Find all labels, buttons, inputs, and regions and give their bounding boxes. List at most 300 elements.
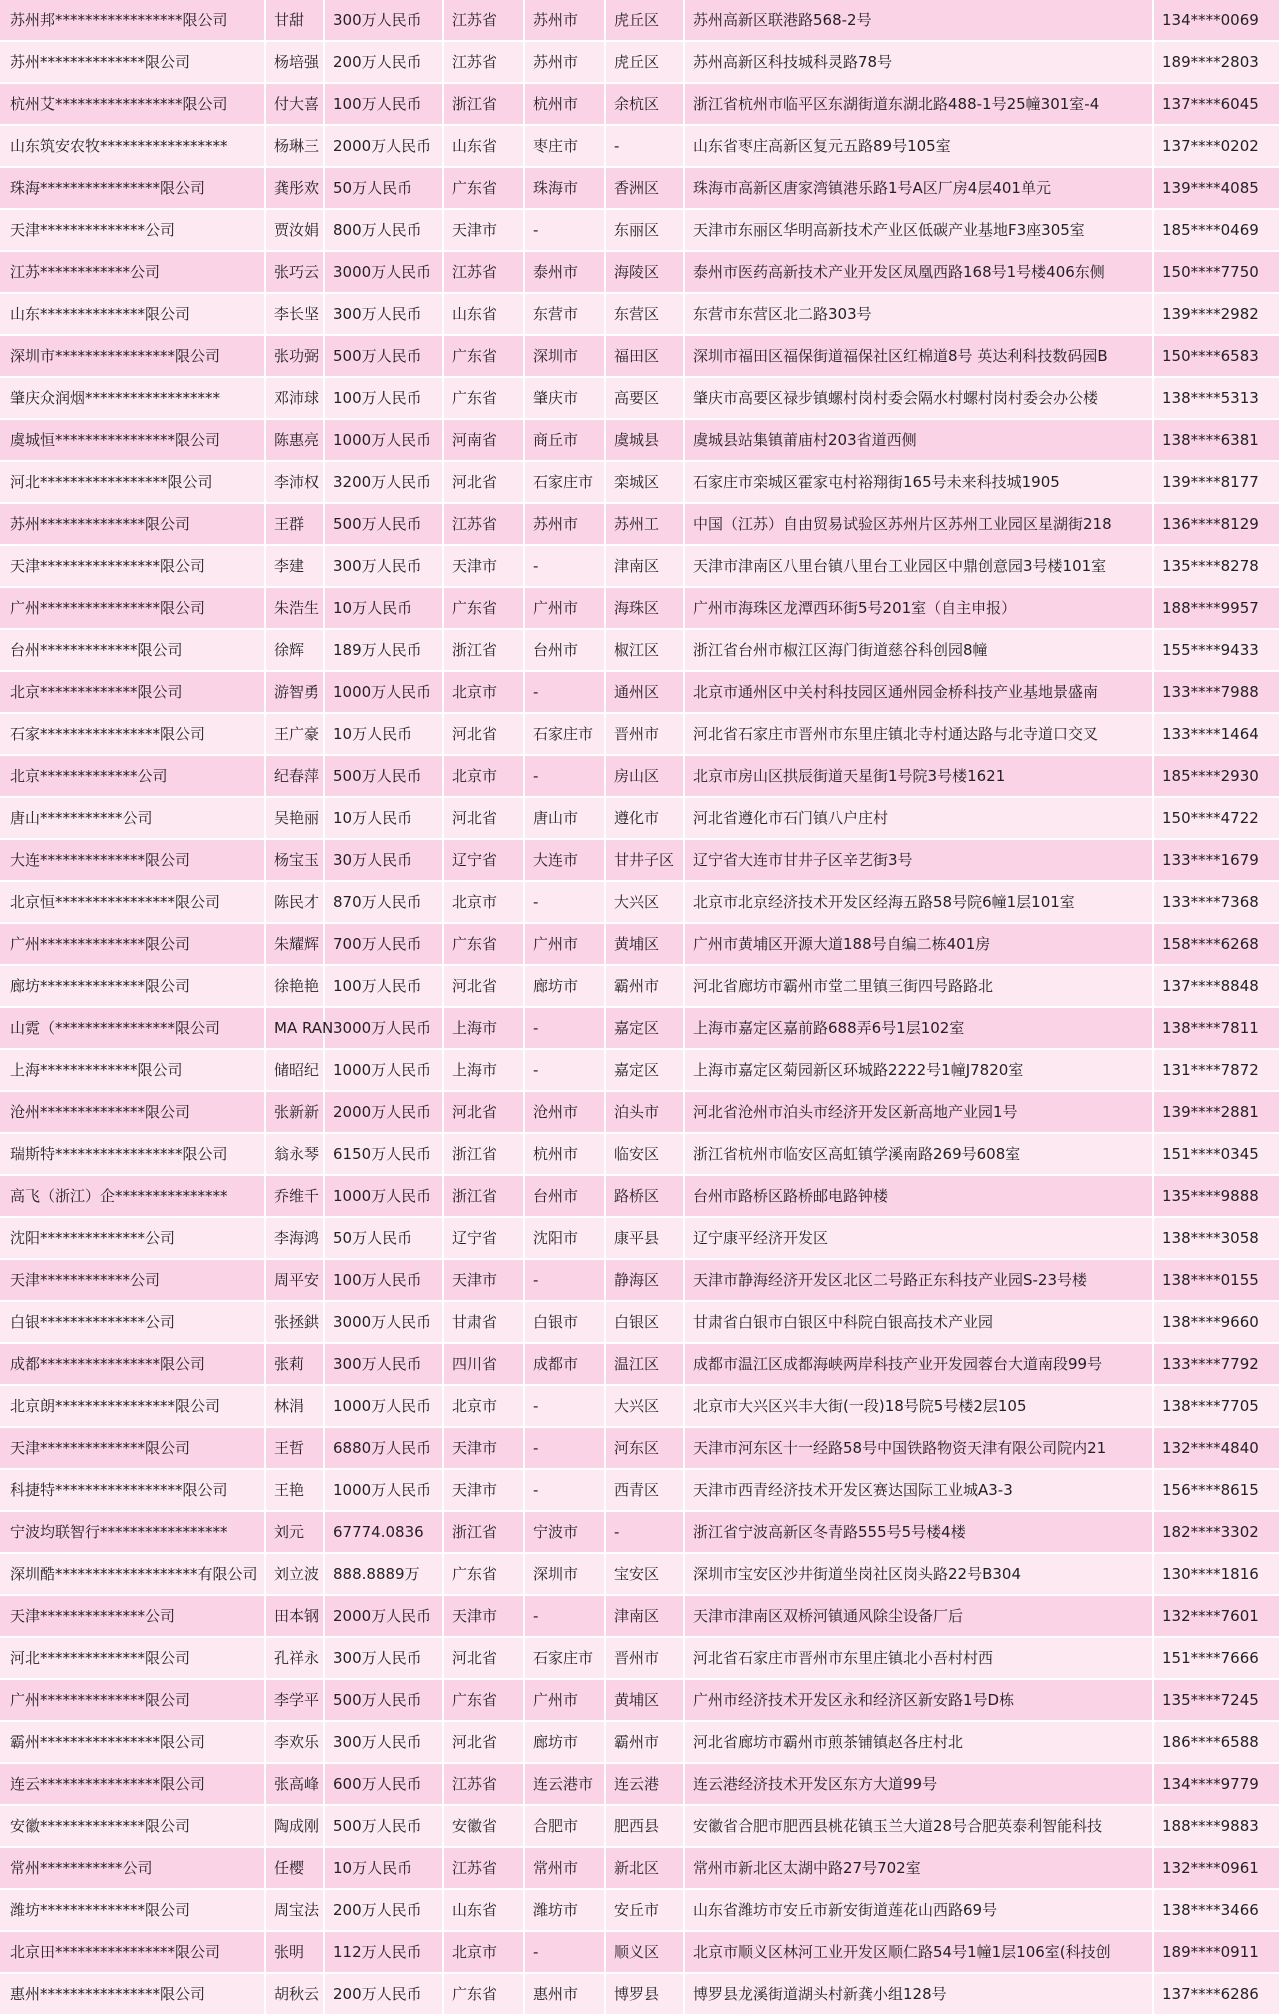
registered-capital-cell: 112万人民币 [324,1931,443,1973]
address-cell: 山东省枣庄高新区复元五路89号105室 [684,125,1153,167]
legal-representative-cell: 李海鸿 [265,1217,324,1259]
address-cell: 辽宁康平经济开发区 [684,1217,1153,1259]
company-name-cell: 台州*************限公司 [0,629,265,671]
table-row [0,1259,1280,1301]
table-row [0,209,1280,251]
company-name-cell: 珠海****************限公司 [0,167,265,209]
legal-representative-cell: 张巧云 [265,251,324,293]
city-cell: 廊坊市 [524,1721,605,1763]
company-name-cell: 北京朗****************限公司 [0,1385,265,1427]
legal-representative-cell: 张功弼 [265,335,324,377]
company-name-cell: 上海*************限公司 [0,1049,265,1091]
legal-representative-cell: 张拯鉷 [265,1301,324,1343]
phone-cell: 133****7988 [1153,671,1280,713]
city-cell: 惠州市 [524,1973,605,2015]
province-cell: 江苏省 [443,0,524,41]
province-cell: 上海市 [443,1007,524,1049]
legal-representative-cell: 纪春萍 [265,755,324,797]
phone-cell: 132****4840 [1153,1427,1280,1469]
table-row [0,839,1280,881]
legal-representative-cell: 李建 [265,545,324,587]
phone-cell: 139****4085 [1153,167,1280,209]
legal-representative-cell: 张新新 [265,1091,324,1133]
city-cell: - [524,209,605,251]
company-name-cell: 沧州**************限公司 [0,1091,265,1133]
company-name-cell: 天津**************公司 [0,1595,265,1637]
district-cell: 海陵区 [605,251,684,293]
table-row [0,335,1280,377]
legal-representative-cell: 李沛权 [265,461,324,503]
legal-representative-cell: 朱耀辉 [265,923,324,965]
table-row [0,1511,1280,1553]
phone-cell: 138****3058 [1153,1217,1280,1259]
district-cell: 福田区 [605,335,684,377]
registered-capital-cell: 1000万人民币 [324,671,443,713]
city-cell: - [524,1427,605,1469]
company-name-cell: 肇庆众润烟****************** [0,377,265,419]
province-cell: 广东省 [443,1973,524,2015]
district-cell: 温江区 [605,1343,684,1385]
registered-capital-cell: 1000万人民币 [324,419,443,461]
district-cell: 黄埔区 [605,1679,684,1721]
address-cell: 成都市温江区成都海峡两岸科技产业开发园蓉台大道南段99号 [684,1343,1153,1385]
phone-cell: 185****2930 [1153,755,1280,797]
city-cell: 杭州市 [524,1133,605,1175]
company-name-cell: 深圳市****************限公司 [0,335,265,377]
phone-cell: 185****0469 [1153,209,1280,251]
legal-representative-cell: 胡秋云 [265,1973,324,2015]
province-cell: 天津市 [443,1595,524,1637]
address-cell: 安徽省合肥市肥西县桃花镇玉兰大道28号合肥英泰利智能科技 [684,1805,1153,1847]
city-cell: 广州市 [524,923,605,965]
province-cell: 河北省 [443,713,524,755]
address-cell: 天津市西青经济技术开发区赛达国际工业城A3-3 [684,1469,1153,1511]
phone-cell: 182****3302 [1153,1511,1280,1553]
phone-cell: 138****9660 [1153,1301,1280,1343]
legal-representative-cell: 任樱 [265,1847,324,1889]
legal-representative-cell: 林涓 [265,1385,324,1427]
district-cell: 海珠区 [605,587,684,629]
city-cell: 廊坊市 [524,965,605,1007]
company-name-cell: 宁波均联智行***************** [0,1511,265,1553]
registered-capital-cell: 600万人民币 [324,1763,443,1805]
legal-representative-cell: 游智勇 [265,671,324,713]
legal-representative-cell: 徐辉 [265,629,324,671]
address-cell: 深圳市福田区福保街道福保社区红棉道8号 英达利科技数码园B [684,335,1153,377]
phone-cell: 151****7666 [1153,1637,1280,1679]
legal-representative-cell: 王广豪 [265,713,324,755]
table-row [0,1805,1280,1847]
district-cell: 博罗县 [605,1973,684,2015]
address-cell: 天津市津南区双桥河镇通风除尘设备厂后 [684,1595,1153,1637]
table-row [0,461,1280,503]
legal-representative-cell: 储昭纪 [265,1049,324,1091]
company-name-cell: 山东筑安农牧***************** [0,125,265,167]
legal-representative-cell: 邓沛球 [265,377,324,419]
registered-capital-cell: 2000万人民币 [324,1595,443,1637]
registered-capital-cell: 6150万人民币 [324,1133,443,1175]
phone-cell: 134****0069 [1153,0,1280,41]
registered-capital-cell: 3000万人民币 [324,1301,443,1343]
table-row [0,1553,1280,1595]
company-name-cell: 潍坊**************限公司 [0,1889,265,1931]
address-cell: 浙江省宁波高新区冬青路555号5号楼4楼 [684,1511,1153,1553]
district-cell: 路桥区 [605,1175,684,1217]
address-cell: 上海市嘉定区嘉前路688弄6号1层102室 [684,1007,1153,1049]
company-name-cell: 廊坊**************限公司 [0,965,265,1007]
province-cell: 浙江省 [443,629,524,671]
table-row [0,0,1280,41]
legal-representative-cell: 付大喜 [265,83,324,125]
table-row [0,923,1280,965]
company-name-cell: 江苏************公司 [0,251,265,293]
phone-cell: 135****7245 [1153,1679,1280,1721]
province-cell: 河南省 [443,419,524,461]
company-name-cell: 山东**************限公司 [0,293,265,335]
legal-representative-cell: 张明 [265,1931,324,1973]
district-cell: 虎丘区 [605,41,684,83]
registered-capital-cell: 3200万人民币 [324,461,443,503]
phone-cell: 137****8848 [1153,965,1280,1007]
city-cell: 广州市 [524,587,605,629]
table-row [0,1301,1280,1343]
registered-capital-cell: 888.8889万 [324,1553,443,1595]
registered-capital-cell: 1000万人民币 [324,1049,443,1091]
address-cell: 珠海市高新区唐家湾镇港乐路1号A区厂房4层401单元 [684,167,1153,209]
registered-capital-cell: 700万人民币 [324,923,443,965]
table-row [0,1133,1280,1175]
district-cell: 晋州市 [605,713,684,755]
district-cell: 黄埔区 [605,923,684,965]
registered-capital-cell: 50万人民币 [324,167,443,209]
legal-representative-cell: 陶成刚 [265,1805,324,1847]
province-cell: 甘肃省 [443,1301,524,1343]
company-name-cell: 瑞斯特*****************限公司 [0,1133,265,1175]
address-cell: 苏州高新区联港路568-2号 [684,0,1153,41]
province-cell: 江苏省 [443,503,524,545]
company-name-cell: 沈阳**************公司 [0,1217,265,1259]
district-cell: 霸州市 [605,1721,684,1763]
district-cell: 津南区 [605,1595,684,1637]
city-cell: 深圳市 [524,335,605,377]
province-cell: 河北省 [443,797,524,839]
registered-capital-cell: 3000万人民币 [324,1007,443,1049]
phone-cell: 136****8129 [1153,503,1280,545]
address-cell: 河北省遵化市石门镇八户庄村 [684,797,1153,839]
city-cell: - [524,1007,605,1049]
province-cell: 广东省 [443,167,524,209]
province-cell: 广东省 [443,377,524,419]
legal-representative-cell: 翁永琴 [265,1133,324,1175]
phone-cell: 150****6583 [1153,335,1280,377]
province-cell: 天津市 [443,1469,524,1511]
address-cell: 北京市房山区拱辰街道天星街1号院3号楼1621 [684,755,1153,797]
table-row [0,167,1280,209]
table-row [0,1343,1280,1385]
phone-cell: 156****8615 [1153,1469,1280,1511]
table-row [0,1637,1280,1679]
registered-capital-cell: 200万人民币 [324,1889,443,1931]
province-cell: 江苏省 [443,1847,524,1889]
address-cell: 北京市北京经济技术开发区经海五路58号院6幢1层101室 [684,881,1153,923]
province-cell: 浙江省 [443,1511,524,1553]
company-name-cell: 高飞（浙江）企*************** [0,1175,265,1217]
phone-cell: 150****7750 [1153,251,1280,293]
district-cell: 津南区 [605,545,684,587]
phone-cell: 130****1816 [1153,1553,1280,1595]
phone-cell: 138****0155 [1153,1259,1280,1301]
registered-capital-cell: 10万人民币 [324,1847,443,1889]
table-row [0,1049,1280,1091]
address-cell: 浙江省杭州市临平区东湖街道东湖北路488-1号25幢301室-4 [684,83,1153,125]
table-row [0,125,1280,167]
city-cell: 石家庄市 [524,1637,605,1679]
phone-cell: 158****6268 [1153,923,1280,965]
registered-capital-cell: 200万人民币 [324,1973,443,2015]
address-cell: 北京市顺义区林河工业开发区顺仁路54号1幢1层106室(科技创 [684,1931,1153,1973]
address-cell: 甘肃省白银市白银区中科院白银高技术产业园 [684,1301,1153,1343]
table-row [0,503,1280,545]
province-cell: 北京市 [443,1931,524,1973]
company-name-cell: 山霓（****************限公司 [0,1007,265,1049]
legal-representative-cell: 甘甜 [265,0,324,41]
phone-cell: 188****9957 [1153,587,1280,629]
registered-capital-cell: 6880万人民币 [324,1427,443,1469]
legal-representative-cell: 陈惠亮 [265,419,324,461]
legal-representative-cell: 乔维千 [265,1175,324,1217]
company-name-cell: 河北*****************限公司 [0,461,265,503]
address-cell: 深圳市宝安区沙井街道坐岗社区岗头路22号B304 [684,1553,1153,1595]
registered-capital-cell: 500万人民币 [324,1805,443,1847]
city-cell: 常州市 [524,1847,605,1889]
city-cell: 深圳市 [524,1553,605,1595]
address-cell: 辽宁省大连市甘井子区辛艺街3号 [684,839,1153,881]
company-name-cell: 天津**************限公司 [0,1427,265,1469]
district-cell: 虎丘区 [605,0,684,41]
address-cell: 北京市大兴区兴丰大街(一段)18号院5号楼2层105 [684,1385,1153,1427]
table-row [0,1091,1280,1133]
table-row [0,1007,1280,1049]
district-cell: 临安区 [605,1133,684,1175]
phone-cell: 189****0911 [1153,1931,1280,1973]
registered-capital-cell: 870万人民币 [324,881,443,923]
province-cell: 天津市 [443,1427,524,1469]
city-cell: - [524,1931,605,1973]
address-cell: 苏州高新区科技城科灵路78号 [684,41,1153,83]
city-cell: - [524,1385,605,1427]
legal-representative-cell: 周平安 [265,1259,324,1301]
district-cell: 康平县 [605,1217,684,1259]
table-row [0,293,1280,335]
phone-cell: 188****9883 [1153,1805,1280,1847]
company-name-cell: 杭州艾*****************限公司 [0,83,265,125]
company-name-cell: 广州****************限公司 [0,587,265,629]
company-name-cell: 广州**************限公司 [0,1679,265,1721]
city-cell: 东营市 [524,293,605,335]
address-cell: 北京市通州区中关村科技园区通州园金桥科技产业基地景盛南 [684,671,1153,713]
company-name-cell: 天津****************限公司 [0,545,265,587]
city-cell: - [524,1595,605,1637]
phone-cell: 137****6045 [1153,83,1280,125]
district-cell: 晋州市 [605,1637,684,1679]
city-cell: - [524,755,605,797]
registered-capital-cell: 300万人民币 [324,293,443,335]
company-name-cell: 深圳酷*******************有限公司 [0,1553,265,1595]
legal-representative-cell: 王艳 [265,1469,324,1511]
city-cell: 石家庄市 [524,461,605,503]
registered-capital-cell: 2000万人民币 [324,1091,443,1133]
legal-representative-cell: 杨培强 [265,41,324,83]
district-cell: 安丘市 [605,1889,684,1931]
address-cell: 广州市经济技术开发区永和经济区新安路1号D栋 [684,1679,1153,1721]
company-name-cell: 唐山***********公司 [0,797,265,839]
address-cell: 上海市嘉定区菊园新区环城路2222号1幢J7820室 [684,1049,1153,1091]
phone-cell: 138****7811 [1153,1007,1280,1049]
table-row [0,1763,1280,1805]
company-name-cell: 苏州**************限公司 [0,503,265,545]
city-cell: 成都市 [524,1343,605,1385]
legal-representative-cell: 李学平 [265,1679,324,1721]
company-name-cell: 常州***********公司 [0,1847,265,1889]
province-cell: 广东省 [443,1679,524,1721]
table-row [0,1469,1280,1511]
province-cell: 河北省 [443,1637,524,1679]
legal-representative-cell: 李长坚 [265,293,324,335]
phone-cell: 186****6588 [1153,1721,1280,1763]
city-cell: 商丘市 [524,419,605,461]
address-cell: 中国（江苏）自由贸易试验区苏州片区苏州工业园区星湖街218 [684,503,1153,545]
province-cell: 山东省 [443,1889,524,1931]
district-cell: 余杭区 [605,83,684,125]
phone-cell: 132****7601 [1153,1595,1280,1637]
registered-capital-cell: 10万人民币 [324,797,443,839]
city-cell: 大连市 [524,839,605,881]
company-name-cell: 苏州邦*****************限公司 [0,0,265,41]
city-cell: 台州市 [524,629,605,671]
district-cell: 嘉定区 [605,1049,684,1091]
address-cell: 天津市静海经济开发区北区二号路正东科技产业园S-23号楼 [684,1259,1153,1301]
phone-cell: 134****9779 [1153,1763,1280,1805]
company-name-cell: 天津**************公司 [0,209,265,251]
company-name-cell: 安徽**************限公司 [0,1805,265,1847]
table-row [0,713,1280,755]
table-row [0,587,1280,629]
table-row [0,1385,1280,1427]
district-cell: 宝安区 [605,1553,684,1595]
table-row [0,1847,1280,1889]
address-cell: 广州市海珠区龙潭西环街5号201室（自主申报） [684,587,1153,629]
city-cell: - [524,671,605,713]
province-cell: 河北省 [443,461,524,503]
city-cell: 杭州市 [524,83,605,125]
legal-representative-cell: 张高峰 [265,1763,324,1805]
table-row [0,1217,1280,1259]
address-cell: 天津市津南区八里台镇八里台工业园区中鼎创意园3号楼101室 [684,545,1153,587]
company-name-cell: 白银**************公司 [0,1301,265,1343]
table-row [0,797,1280,839]
province-cell: 天津市 [443,209,524,251]
city-cell: 珠海市 [524,167,605,209]
city-cell: 枣庄市 [524,125,605,167]
phone-cell: 137****6286 [1153,1973,1280,2015]
phone-cell: 132****0961 [1153,1847,1280,1889]
table-row [0,1973,1280,2015]
city-cell: 沈阳市 [524,1217,605,1259]
district-cell: - [605,125,684,167]
district-cell: 西青区 [605,1469,684,1511]
legal-representative-cell: 张莉 [265,1343,324,1385]
company-name-cell: 虞城恒****************限公司 [0,419,265,461]
table-row [0,41,1280,83]
phone-cell: 133****1464 [1153,713,1280,755]
phone-cell: 135****9888 [1153,1175,1280,1217]
address-cell: 常州市新北区太湖中路27号702室 [684,1847,1153,1889]
table-row [0,377,1280,419]
phone-cell: 155****9433 [1153,629,1280,671]
province-cell: 江苏省 [443,1763,524,1805]
phone-cell: 138****5313 [1153,377,1280,419]
address-cell: 肇庆市高要区禄步镇螺村岗村委会隔水村螺村岗村委会办公楼 [684,377,1153,419]
district-cell: 房山区 [605,755,684,797]
district-cell: 河东区 [605,1427,684,1469]
legal-representative-cell: 贾汝娟 [265,209,324,251]
table-row [0,1175,1280,1217]
district-cell: 遵化市 [605,797,684,839]
city-cell: 泰州市 [524,251,605,293]
province-cell: 广东省 [443,923,524,965]
registered-capital-cell: 300万人民币 [324,0,443,41]
province-cell: 浙江省 [443,1175,524,1217]
province-cell: 天津市 [443,1259,524,1301]
address-cell: 河北省廊坊市霸州市堂二里镇三街四号路路北 [684,965,1153,1007]
phone-cell: 137****0202 [1153,125,1280,167]
district-cell: 东丽区 [605,209,684,251]
province-cell: 北京市 [443,755,524,797]
province-cell: 山东省 [443,125,524,167]
district-cell: 香洲区 [605,167,684,209]
province-cell: 河北省 [443,1721,524,1763]
city-cell: 唐山市 [524,797,605,839]
city-cell: 潍坊市 [524,1889,605,1931]
legal-representative-cell: 陈民才 [265,881,324,923]
city-cell: 肇庆市 [524,377,605,419]
address-cell: 广州市黄埔区开源大道188号自编二栋401房 [684,923,1153,965]
phone-cell: 133****1679 [1153,839,1280,881]
province-cell: 四川省 [443,1343,524,1385]
registered-capital-cell: 300万人民币 [324,1637,443,1679]
legal-representative-cell: 孔祥永 [265,1637,324,1679]
address-cell: 东营市东营区北二路303号 [684,293,1153,335]
table-row [0,419,1280,461]
company-name-cell: 苏州**************限公司 [0,41,265,83]
province-cell: 广东省 [443,587,524,629]
company-name-cell: 成都****************限公司 [0,1343,265,1385]
registered-capital-cell: 100万人民币 [324,965,443,1007]
company-name-cell: 大连**************限公司 [0,839,265,881]
table-row [0,1931,1280,1973]
district-cell: 高要区 [605,377,684,419]
address-cell: 泰州市医药高新技术产业开发区凤凰西路168号1号楼406东侧 [684,251,1153,293]
legal-representative-cell: 刘立波 [265,1553,324,1595]
address-cell: 河北省石家庄市晋州市东里庄镇北小吾村村西 [684,1637,1153,1679]
company-name-cell: 连云****************限公司 [0,1763,265,1805]
legal-representative-cell: 吴艳丽 [265,797,324,839]
registered-capital-cell: 189万人民币 [324,629,443,671]
district-cell: 顺义区 [605,1931,684,1973]
registered-capital-cell: 2000万人民币 [324,125,443,167]
registered-capital-cell: 1000万人民币 [324,1385,443,1427]
province-cell: 河北省 [443,965,524,1007]
